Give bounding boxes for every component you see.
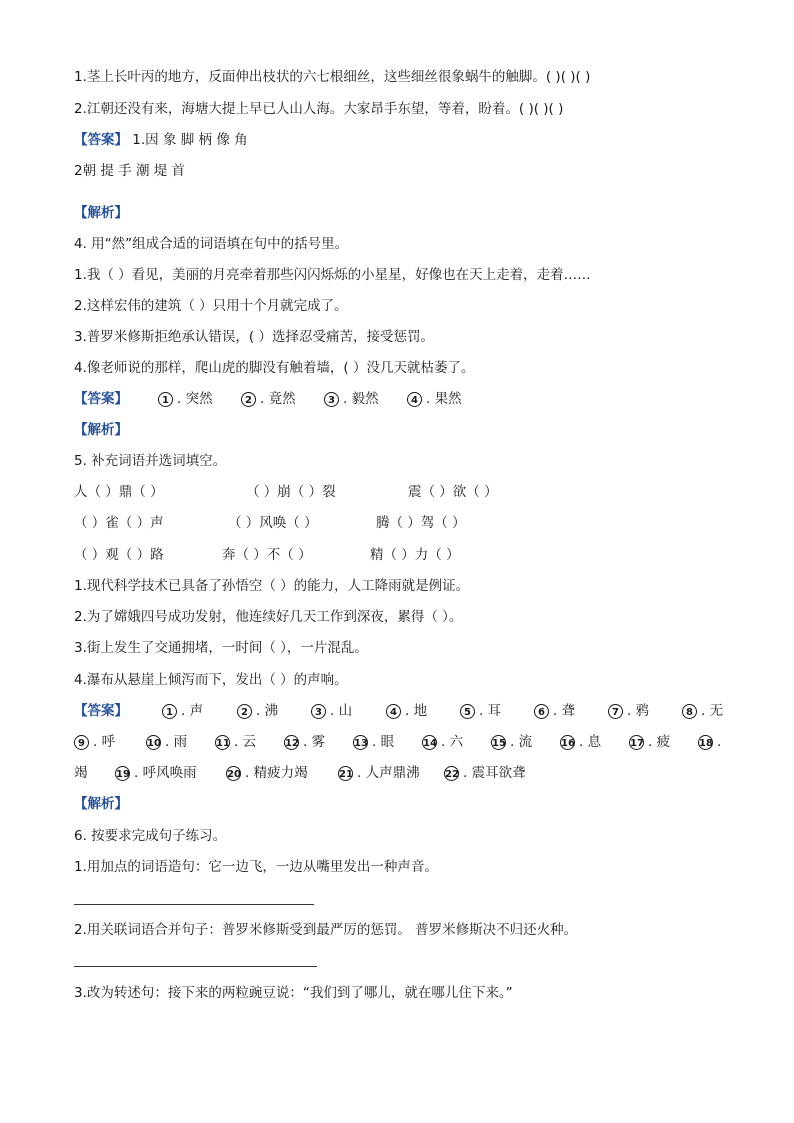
q5-answer-item: 16 . 息: [561, 734, 602, 750]
q4-sentence-4: 4.像老师说的那样，爬山虎的脚没有触着墙，( ）没几天就枯萎了。: [74, 360, 475, 376]
circled-number: 3: [311, 704, 326, 719]
answer-text: 精疲力竭: [253, 765, 308, 781]
circled-number: 1: [158, 392, 173, 407]
q5-title: 5. 补充词语并选词填空。: [74, 453, 227, 469]
q5-answer-item: 6 . 聋: [534, 702, 575, 720]
answer-text: 雾: [311, 734, 326, 750]
q4-sentence-1: 1.我（ ）看见，美丽的月亮牵着那些闪闪烁烁的小星星，好像也在天上走着，走着……: [74, 267, 591, 283]
q4-sentence-3: 3.普罗米修斯拒绝承认错误，( ）选择忍受痛苦，接受惩罚。: [74, 329, 434, 345]
q5-answer-item: 8 . 无: [682, 702, 723, 720]
answer-text: 竟然: [268, 391, 296, 407]
answer-text: 果然: [434, 391, 462, 407]
answer-text: 聋: [561, 703, 576, 719]
q4-answer-item: 2 . 竟然: [241, 390, 296, 408]
q5-answer-item: 21 . 人声鼎沸: [339, 765, 420, 781]
q4-answer-item: 4 . 果然: [407, 390, 462, 408]
q3-answer-1: 1.因 象 脚 柄 像 角: [132, 132, 248, 148]
q5-sentence-1: 1.现代科学技术已具备了孙悟空（ ）的能力，人工降雨就是例证。: [74, 578, 470, 594]
q5-answer-item: 15 . 流: [492, 734, 533, 750]
q5-answer-item: 20 . 精疲力竭: [227, 765, 308, 781]
circled-number: 19: [115, 766, 130, 781]
circled-number: 10: [146, 735, 161, 750]
q4-answer-item: 3 . 毅然: [324, 390, 379, 408]
answer-underline[interactable]: [74, 904, 314, 905]
idiom-blank: 震（ ）欲（ ）: [408, 484, 498, 500]
answer-label: 【答案】: [74, 132, 128, 148]
circled-number: 22: [444, 766, 459, 781]
answer-text: 竭: [74, 765, 88, 781]
answer-label: 【答案】: [74, 391, 128, 407]
analysis-label: 【解析】: [74, 205, 128, 221]
answer-text: 云: [242, 734, 257, 750]
circled-number: 15: [491, 735, 506, 750]
q5-answer-item: 13 . 眼: [354, 734, 395, 750]
circled-number: 7: [608, 704, 623, 719]
answer-text: 眼: [380, 734, 395, 750]
circled-number: 11: [215, 735, 230, 750]
q3-answer-2: 2朝 提 手 潮 堤 首: [74, 163, 186, 179]
q4-sentence-2: 2.这样宏伟的建筑（ ）只用十个月就完成了。: [74, 298, 348, 314]
q3-answer-line-1: [74, 131, 734, 149]
answer-text: 流: [518, 734, 533, 750]
q4-answer-item: 1 . 突然: [158, 390, 213, 408]
answer-text: 地: [413, 703, 428, 719]
idiom-blank: （ ）崩（ ）裂: [246, 484, 336, 500]
circled-number: 6: [534, 704, 549, 719]
analysis-label: 【解析】: [74, 422, 128, 438]
answer-text: 无: [709, 703, 724, 719]
idiom-blank: 人（ ）鼎（ ）: [74, 484, 164, 500]
idiom-blank: （ ）雀（ ）声: [74, 515, 164, 531]
idiom-blank: （ ）风唤（ ）: [228, 515, 318, 531]
q5-sentence-4: 4.瀑布从悬崖上倾泻而下，发出（ ）的声响。: [74, 672, 348, 688]
q5-sentence-3: 3.街上发生了交通拥堵，一时间（ ），一片混乱。: [74, 640, 368, 656]
q6-sentence-3: 3.改为转述句：接下来的两粒豌豆说：“我们到了哪儿，就在哪儿住下来。”: [74, 985, 513, 1001]
answer-text: 毅然: [351, 391, 379, 407]
circled-number: 13: [353, 735, 368, 750]
q5-answer-item: 7 . 鸦: [608, 702, 649, 720]
q5-answer-item: 11 . 云: [216, 734, 257, 750]
circled-number: 4: [386, 704, 401, 719]
circled-number: 8: [682, 704, 697, 719]
circled-number: 9: [74, 735, 89, 750]
circled-number: 18: [698, 735, 713, 750]
q5-answer-item: 14 . 六: [423, 734, 464, 750]
q5-answer-item: 18 .: [699, 734, 722, 750]
q5-answer-item: 19 . 呼风唤雨: [116, 765, 197, 781]
answer-text: 山: [338, 703, 353, 719]
q5-sentence-2: 2.为了嫦娥四号成功发射，他连续好几天工作到深夜，累得（ ）。: [74, 609, 463, 625]
circled-number: 5: [460, 704, 475, 719]
q5-answer-item: 4 . 地: [386, 702, 427, 720]
circled-number: 2: [241, 392, 256, 407]
circled-number: 3: [324, 392, 339, 407]
q5-answer-item: 17 . 疲: [630, 734, 671, 750]
circled-number: 1: [162, 704, 177, 719]
circled-number: 17: [629, 735, 644, 750]
answer-text: 耳: [487, 703, 502, 719]
circled-number: 20: [226, 766, 241, 781]
answer-text: 雨: [173, 734, 188, 750]
answer-text: 声: [189, 703, 204, 719]
q3-sentence-1: 1.茎上长叶丙的地方，反面伸出枝状的六七根细丝，这些细丝很象蜗牛的触脚。( )( )( ): [74, 69, 591, 85]
q5-answer-item: 1 . 声: [162, 702, 203, 720]
answer-text: 鸦: [635, 703, 650, 719]
answer-text: 突然: [185, 391, 213, 407]
idiom-blank: 奔（ ）不（ ）: [222, 547, 312, 563]
q5-answer-item: 5 . 耳: [460, 702, 501, 720]
answer-text: 呼: [101, 734, 116, 750]
analysis-label: 【解析】: [74, 796, 128, 812]
q3-sentence-2: 2.江朝还没有来，海塘大提上早已人山人海。大家昂手东望，等着，盼着。( )( )( ): [74, 101, 564, 117]
circled-number: 4: [407, 392, 422, 407]
q5-answer-item: 22 . 震耳欲聋: [445, 765, 526, 781]
q5-answer-item: 12 . 雾: [285, 734, 326, 750]
q6-sentence-2: 2.用关联词语合并句子：普罗米修斯受到最严厉的惩罚。 普罗米修斯决不归还火种。: [74, 922, 578, 938]
answer-text: 呼风唤雨: [142, 765, 197, 781]
answer-text: 沸: [264, 703, 279, 719]
idiom-blank: （ ）观（ ）路: [74, 547, 164, 563]
idiom-blank: 精（ ）力（ ）: [370, 547, 460, 563]
circled-number: 21: [338, 766, 353, 781]
q5-answer-item: 9 . 呼: [74, 733, 115, 751]
answer-text: 人声鼎沸: [365, 765, 420, 781]
circled-number: 16: [560, 735, 575, 750]
circled-number: 12: [284, 735, 299, 750]
q5-answer-item: 10 . 雨: [147, 734, 188, 750]
circled-number: 14: [422, 735, 437, 750]
q6-sentence-1: 1.用加点的词语造句：它一边飞，一边从嘴里发出一种声音。: [74, 859, 438, 875]
q4-title: 4. 用“然”组成合适的词语填在句中的括号里。: [74, 236, 349, 252]
answer-text: 息: [587, 734, 602, 750]
answer-label: 【答案】: [74, 703, 128, 719]
circled-number: 2: [237, 704, 252, 719]
answer-text: 震耳欲聋: [471, 765, 526, 781]
q5-answer-item: 2 . 沸: [237, 702, 278, 720]
q5-answer-item: 3 . 山: [311, 702, 352, 720]
idiom-blank: 腾（ ）驾（ ）: [376, 515, 466, 531]
answer-text: 疲: [656, 734, 671, 750]
answer-underline[interactable]: [74, 966, 317, 967]
answer-text: 六: [449, 734, 464, 750]
q6-title: 6. 按要求完成句子练习。: [74, 828, 227, 844]
